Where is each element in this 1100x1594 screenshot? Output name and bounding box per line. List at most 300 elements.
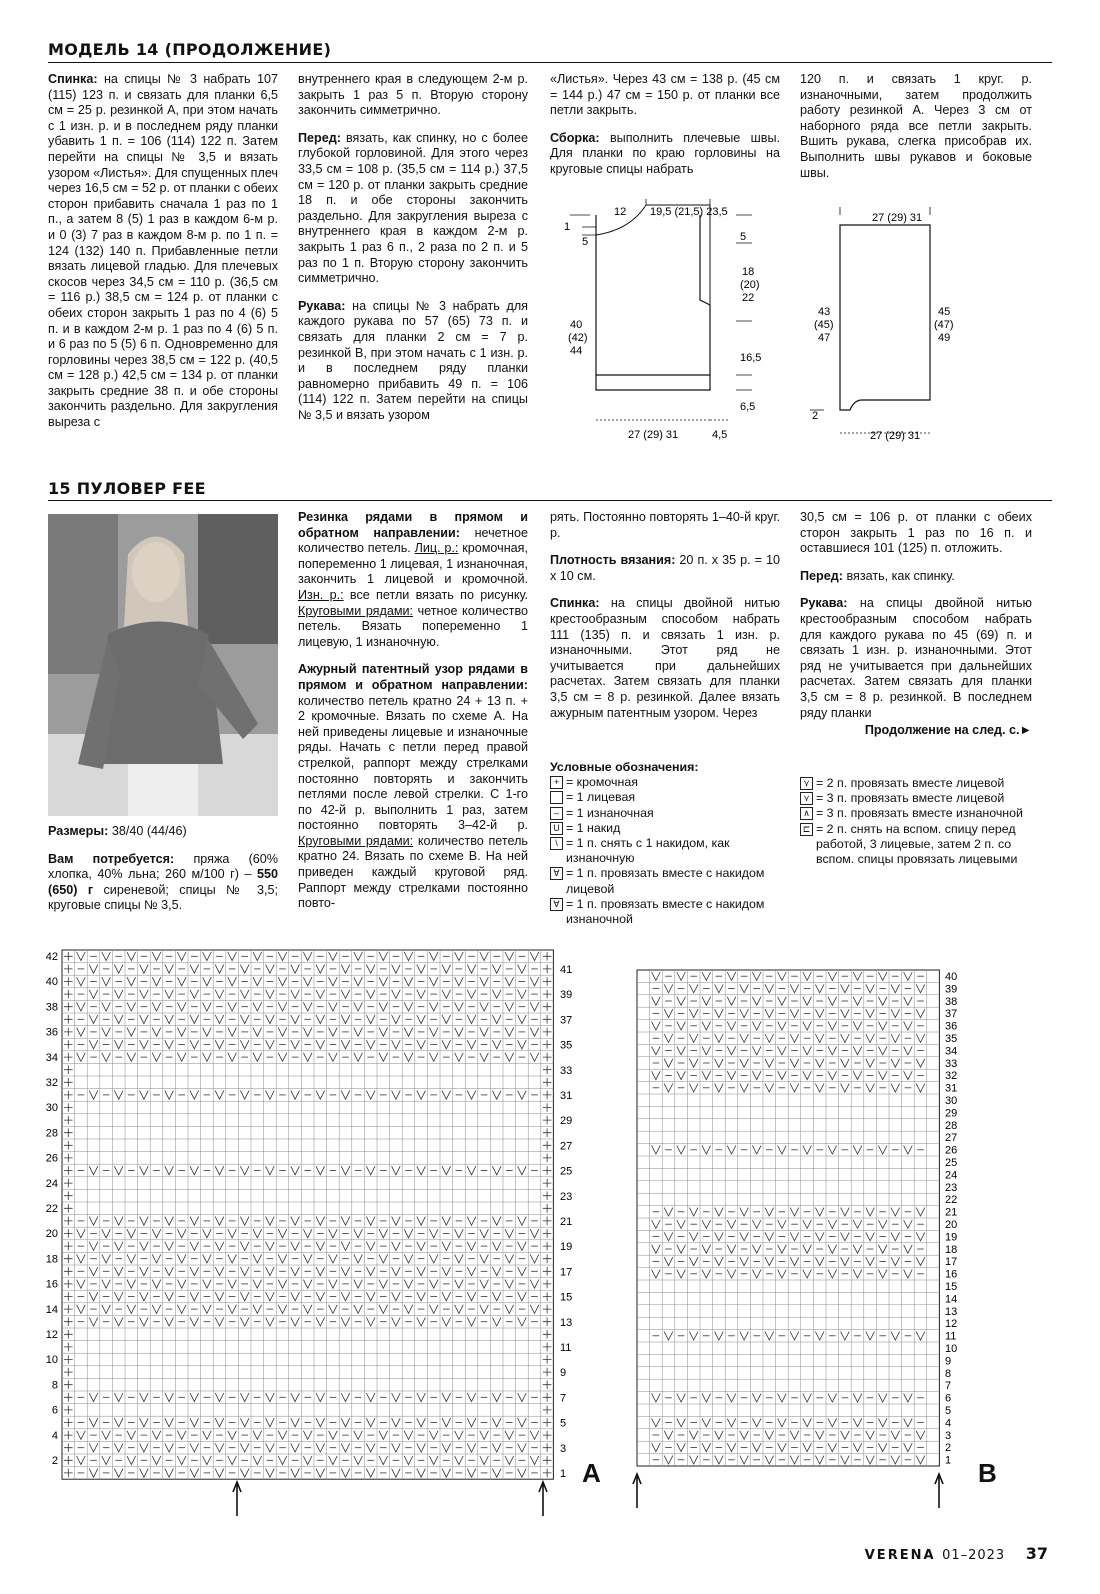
stitch-icon [727,1394,736,1402]
legend-text: = кромочная [566,775,638,790]
ps-left-h: 43 [818,306,831,318]
need-label: Вам потребуется: [48,851,175,866]
stitch-icon [203,1280,212,1289]
stitch-icon [417,1091,426,1100]
edge-stitch-icon [543,1103,552,1112]
stitch-icon [190,1091,199,1100]
stitch-icon [165,1242,174,1251]
sleeve-pattern-diagram [810,205,960,445]
stitch-icon [114,965,123,974]
stitch-icon [765,1232,774,1240]
stitch-icon [878,1046,887,1054]
stitch-icon [417,1217,426,1226]
row-numbers [945,971,957,1467]
stitch-icon [815,1232,824,1240]
stitch-icon [765,1009,774,1017]
issue-number: 01–2023 [942,1548,1006,1563]
stitch-icon [278,977,287,986]
stitch-icon [702,1071,711,1079]
stitch-icon [140,1469,149,1478]
stitch-icon [240,1393,249,1402]
stitch-icon [316,1317,325,1326]
stitch-icon [916,1009,925,1017]
edge-stitch-icon [543,1254,552,1263]
stitch-icon [266,1217,275,1226]
stitch-icon [866,1084,875,1092]
stitch-icon [841,1208,850,1216]
row-number: 34 [45,1051,58,1064]
edge-stitch-icon [64,1343,73,1352]
edge-stitch-icon [543,990,552,999]
back-label: Спинка: [48,72,98,86]
stitch-icon [429,1002,438,1011]
row-number: 29 [560,1115,573,1128]
stitch-icon [89,1418,98,1427]
stitch-icon [215,1393,224,1402]
row-number: 7 [560,1392,567,1405]
stitch-icon [853,1220,862,1228]
stitch-icon [366,1091,375,1100]
stitch-icon [404,977,413,986]
stitch-icon [765,1257,774,1265]
stitch-icon [442,1443,451,1452]
stitch-icon [467,990,476,999]
stitch-icon [455,1229,464,1238]
stitch-icon [878,1394,887,1402]
stitch-icon [140,1393,149,1402]
stitch-icon [689,1059,698,1067]
stitch-icon [240,1166,249,1175]
m15-col4-cont: 30,5 см = 106 р. от планки с обеих сторон закрыть 1 раз по 16 п. и оставшиеся 101 (125) п. отложить. [800,510,1032,556]
stitch-icon [329,1456,338,1465]
stitch-icon [253,1305,262,1314]
stitch-icon [316,1040,325,1049]
stitch-icon [492,1267,501,1276]
stitch-icon [190,1267,199,1276]
stitch-icon [442,965,451,974]
edge-stitch-icon [543,977,552,986]
woman-in-sweater-image [48,514,278,816]
stitch-icon [354,1431,363,1440]
row-number: 11 [560,1342,572,1354]
row-number: 1 [945,1454,952,1467]
stitch-icon [366,1418,375,1427]
stitch-icon [505,1456,514,1465]
row-number: 39 [560,989,573,1002]
stitch-icon [841,1232,850,1240]
stitch-icon [803,1270,812,1278]
sleeves-text: на спицы № 3 набрать для каждого рукава по 57 (65) 73 п. и связать для планки 2 см = 7 р. резинкой В, при этом начать с 1 изн. р. и в последнем ряду планки равномерно прибавить 49 п. = 106 (114) 122 п. Затем перейти на спицы № 3,5 и вязать узором [298,298,528,422]
legend-title: Условные обозначения: [550,760,699,774]
stitch-icon [278,1431,287,1440]
continued-note: Продолжение на след. с.► [864,723,1032,738]
stitch-icon [89,1166,98,1175]
stitch-icon [392,1217,401,1226]
stitch-icon [240,1217,249,1226]
stitch-icon [790,1431,799,1439]
stitch-icon [904,1418,913,1426]
stitch-icon [480,1431,489,1440]
stitch-icon [530,1053,539,1062]
row-number: 2 [945,1442,952,1455]
edge-stitch-icon [543,1418,552,1427]
row-number: 33 [560,1064,573,1077]
stitch-icon [841,1332,850,1340]
stitch-icon [677,1270,686,1278]
stitch-icon [664,1257,673,1265]
edge-stitch-icon [543,1443,552,1452]
edge-stitch-icon [64,1141,73,1150]
stitch-icon [518,1040,527,1049]
stitch-icon [752,1220,761,1228]
row-number: 17 [560,1266,573,1279]
stitch-icon [127,1431,136,1440]
stitch-icon [841,984,850,992]
stitch-icon [152,1053,161,1062]
stitch-icon [240,1040,249,1049]
stitch-icon [715,1232,724,1240]
stitch-icon [442,1217,451,1226]
stitch-icon [316,1469,325,1478]
edge-stitch-icon [64,1191,73,1200]
stitch-icon [467,1267,476,1276]
stitch-icon [841,1456,850,1464]
stitch-icon [891,1257,900,1265]
stitch-icon [841,1084,850,1092]
stitch-icon [702,1270,711,1278]
row-number: 40 [45,976,58,989]
stitch-icon [278,1456,287,1465]
stitch-icon [677,997,686,1005]
front-text: вязать, как спинку, но с более глубокой горловиной. Для этого через 33,5 см = 108 р. (35,5 см = 114 р.) 37,5 см = 120 р. от планки закрыть средние 18 п. и обе стороны закончить раздельно. Для закругления выреза с внутреннего края в каждом 2-м р. закрыть 1 раз 6 п., 2 раза по 2 п. и 5 раз по 1 п. Вторую сторону закончить симметрично. [298,130,529,286]
row-number: 37 [945,1008,958,1021]
stitch-icon [916,1084,925,1092]
stitch-icon [815,1034,824,1042]
stitch-icon [190,1166,199,1175]
stitch-icon [455,952,464,961]
stitch-icon [803,1245,812,1253]
stitch-icon [467,1242,476,1251]
stitch-icon [291,1091,300,1100]
stitch-icon [518,1217,527,1226]
stitch-icon [891,1431,900,1439]
row-number: 25 [560,1165,573,1178]
stitch-icon [689,1084,698,1092]
stitch-icon [702,1418,711,1426]
stitch-icon [316,1393,325,1402]
stitch-icon [518,1292,527,1301]
stitch-icon [190,1242,199,1251]
stitch-icon [803,997,812,1005]
stitch-icon [715,1257,724,1265]
chart-b-label: B [978,1458,997,1488]
col4-cont: 120 п. и связать 1 круг. р. изнаночными, затем продолжить работу резинкой А. Через 3 см от наборного ряда все петли закрыть. Вшить рукава, слегка присобрав их. Выполнить швы рукавов и боковые швы. [800,72,1032,180]
stitch-icon [215,1469,224,1478]
stitch-icon [429,952,438,961]
col2-cont: внутреннего края в следующем 2-м р. закрыть 1 раз 5 п. Вторую сторону закончить симметрично. [298,72,528,118]
stitch-icon [677,972,686,980]
stitch-icon [165,1418,174,1427]
edge-stitch-icon [64,1280,73,1289]
stitch-icon [190,1317,199,1326]
stitch-icon [740,1208,749,1216]
stitch-icon [652,1046,661,1054]
stitch-icon [530,1431,539,1440]
stitch-icon [727,1270,736,1278]
stitch-icon [177,1053,186,1062]
assembly-text: выполнить плечевые швы. Для планки по краю горловины на круговые спицы набрать [550,130,780,176]
stitch-icon [518,1469,527,1478]
stitch-icon [467,1443,476,1452]
stitch-icon [530,977,539,986]
stitch-icon [127,1028,136,1037]
stitch-icon [253,1254,262,1263]
stitch-icon [366,1393,375,1402]
stitch-icon [664,1456,673,1464]
stitch-icon [652,972,661,980]
m15-front-label: Перед: [800,568,843,583]
stitch-icon [518,1091,527,1100]
stitch-icon [765,1059,774,1067]
edge-stitch-icon [64,1469,73,1478]
edge-stitch-icon [64,977,73,986]
edge-stitch-icon [64,1456,73,1465]
row-number: 18 [45,1253,58,1266]
stitch-icon [828,997,837,1005]
row-number: 24 [945,1169,958,1182]
stitch-icon [891,1059,900,1067]
m15-col3-cont: рять. Постоянно повторять 1–40-й круг. р. [550,510,780,540]
model15-heading: 15 ПУЛОВЕР FEE [48,479,206,498]
stitch-icon [828,1443,837,1451]
stitch-icon [291,1166,300,1175]
edge-stitch-icon [543,1229,552,1238]
stitch-icon [215,1418,224,1427]
stitch-icon [727,1071,736,1079]
stitch-icon [916,1034,925,1042]
stitch-icon [727,1022,736,1030]
stitch-icon [866,1431,875,1439]
stitch-icon [727,1245,736,1253]
stitch-icon [228,1280,237,1289]
legend-symbol-icon: ∧ [800,807,813,820]
stitch-icon [404,1254,413,1263]
stitch-icon [417,1242,426,1251]
stitch-icon [329,1254,338,1263]
stitch-icon [467,1418,476,1427]
stitch-icon [916,1208,925,1216]
stitch-icon [740,1232,749,1240]
need-text-1: пряжа (60% хлопка, 40% льна; 260 м/100 г) – [48,851,279,882]
stitch-icon [878,1146,887,1154]
stitch-icon [740,1059,749,1067]
stitch-icon [215,965,224,974]
stitch-icon [354,1053,363,1062]
stitch-icon [316,1242,325,1251]
edge-stitch-icon [64,1065,73,1074]
stitch-icon [492,1418,501,1427]
stitch-icon [904,1245,913,1253]
edge-stitch-icon [543,1078,552,1087]
lace-text-2: количество петель кратно 24. Вязать по схеме В. На ней приведен каждый круговой ряд. Раппорт между стрелками постоянно повто- [298,833,528,911]
stitch-icon [455,1305,464,1314]
stitch-icon [165,990,174,999]
pb-left-top-1: 1 [564,221,571,233]
row-number: 15 [945,1281,958,1293]
row-number: 36 [945,1020,958,1033]
stitch-icon [492,965,501,974]
stitch-icon [165,1040,174,1049]
stitch-icon [102,1002,111,1011]
model15-col2 [298,510,528,924]
stitch-icon [480,1280,489,1289]
stitch-icon [702,1245,711,1253]
legend-text: = 3 п. провязать вместе лицевой [816,791,1005,806]
edge-stitch-icon [543,965,552,974]
stitch-icon [442,1317,451,1326]
stitch-icon [77,1053,86,1062]
stitch-icon [916,1456,925,1464]
stitch-icon [417,1469,426,1478]
stitch-icon [303,1305,312,1314]
legend-symbol-icon: ⋎ [800,777,813,790]
stitch-icon [866,1232,875,1240]
stitch-icon [752,1270,761,1278]
stitch-icon [853,1270,862,1278]
stitch-icon [752,1046,761,1054]
stitch-icon [240,965,249,974]
stitch-icon [530,1280,539,1289]
stitch-icon [891,1208,900,1216]
stitch-icon [341,1242,350,1251]
stitch-icon [102,1229,111,1238]
stitch-icon [727,1443,736,1451]
row-number: 30 [945,1095,958,1107]
stitch-icon [505,1229,514,1238]
stitch-icon [102,1254,111,1263]
stitch-icon [203,1002,212,1011]
stitch-icon [228,1431,237,1440]
stitch-icon [392,1015,401,1024]
stitch-icon [392,990,401,999]
stitch-icon [77,952,86,961]
pb-left-height: 40 [570,319,583,331]
stitch-icon [715,1431,724,1439]
stitch-icon [366,1317,375,1326]
edge-stitch-icon [64,1242,73,1251]
stitch-icon [278,1229,287,1238]
stitch-icon [203,1028,212,1037]
stitch-icon [341,1217,350,1226]
stitch-icon [114,1217,123,1226]
stitch-icon [379,1456,388,1465]
row-number: 27 [945,1132,958,1145]
legend-item [800,806,1032,821]
stitch-icon [765,1332,774,1340]
stitch-icon [102,1028,111,1037]
stitch-icon [904,1071,913,1079]
row-number: 29 [945,1107,958,1120]
row-number: 6 [945,1392,952,1405]
stitch-icon [828,1245,837,1253]
edge-stitch-icon [64,1078,73,1087]
stitch-icon [102,1305,111,1314]
stitch-icon [530,1002,539,1011]
stitch-icon [778,1046,787,1054]
stitch-icon [240,1292,249,1301]
edge-stitch-icon [543,1128,552,1137]
stitch-icon [354,1280,363,1289]
stitch-icon [530,952,539,961]
stitch-icon [253,1028,262,1037]
stitch-icon [215,1443,224,1452]
stitch-icon [266,1166,275,1175]
stitch-icon [467,1393,476,1402]
row-numbers [46,951,58,1467]
stitch-icon [140,1443,149,1452]
stitch-icon [165,1015,174,1024]
stitch-icon [677,1022,686,1030]
stitch-icon [140,1292,149,1301]
stitch-icon [429,1254,438,1263]
stitch-icon [480,1053,489,1062]
legend-item [800,791,1032,806]
stitch-icon [404,1028,413,1037]
stitch-icon [215,1317,224,1326]
edge-stitch-icon [543,1040,552,1049]
stitch-icon [291,965,300,974]
legend-text: = 1 изнаночная [566,805,654,820]
stitch-icon [341,1469,350,1478]
stitch-icon [114,1317,123,1326]
stitch-icon [228,977,237,986]
legend-item [550,806,780,821]
lace-text-1: количество петель кратно 24 + 13 п. + 2 кромочные. Вязать по схеме А. На ней приведены лицевые и изнаночные ряды. Начать с петли перед правой стрелкой, раппорт между стрелками постоянно повторять и закончить петлями после левой стрелки. С 1-го по 42-й р. выполнить 1 раз, затем постоянно повторять 3–42-й р. [298,693,528,833]
stitch-icon [442,990,451,999]
row-number: 33 [945,1057,958,1070]
edge-stitch-icon [543,1116,552,1125]
stitch-icon [904,997,913,1005]
page-footer [865,1544,1048,1563]
stitch-icon [841,1431,850,1439]
stitch-icon [505,1028,514,1037]
stitch-icon [853,1245,862,1253]
stitch-icon [240,1443,249,1452]
stitch-icon [291,1317,300,1326]
stitch-icon [165,1317,174,1326]
stitch-icon [740,1257,749,1265]
stitch-icon [765,1084,774,1092]
stitch-icon [240,990,249,999]
stitch-icon [429,1028,438,1037]
stitch-icon [530,1254,539,1263]
stitch-icon [152,952,161,961]
rib-ws: Изн. р.: [298,587,344,602]
row-numbers [560,964,572,1480]
stitch-icon [455,1431,464,1440]
stitch-icon [828,1270,837,1278]
body-pattern-diagram [560,195,800,445]
stitch-icon [677,1394,686,1402]
pb-top-left: 12 [614,206,627,218]
stitch-icon [177,1002,186,1011]
rib-rs: Лиц. р.: [414,541,459,556]
stitch-icon [341,1015,350,1024]
stitch-icon [442,1015,451,1024]
row-number: 31 [945,1082,958,1095]
stitch-icon [303,1280,312,1289]
stitch-icon [190,1469,199,1478]
